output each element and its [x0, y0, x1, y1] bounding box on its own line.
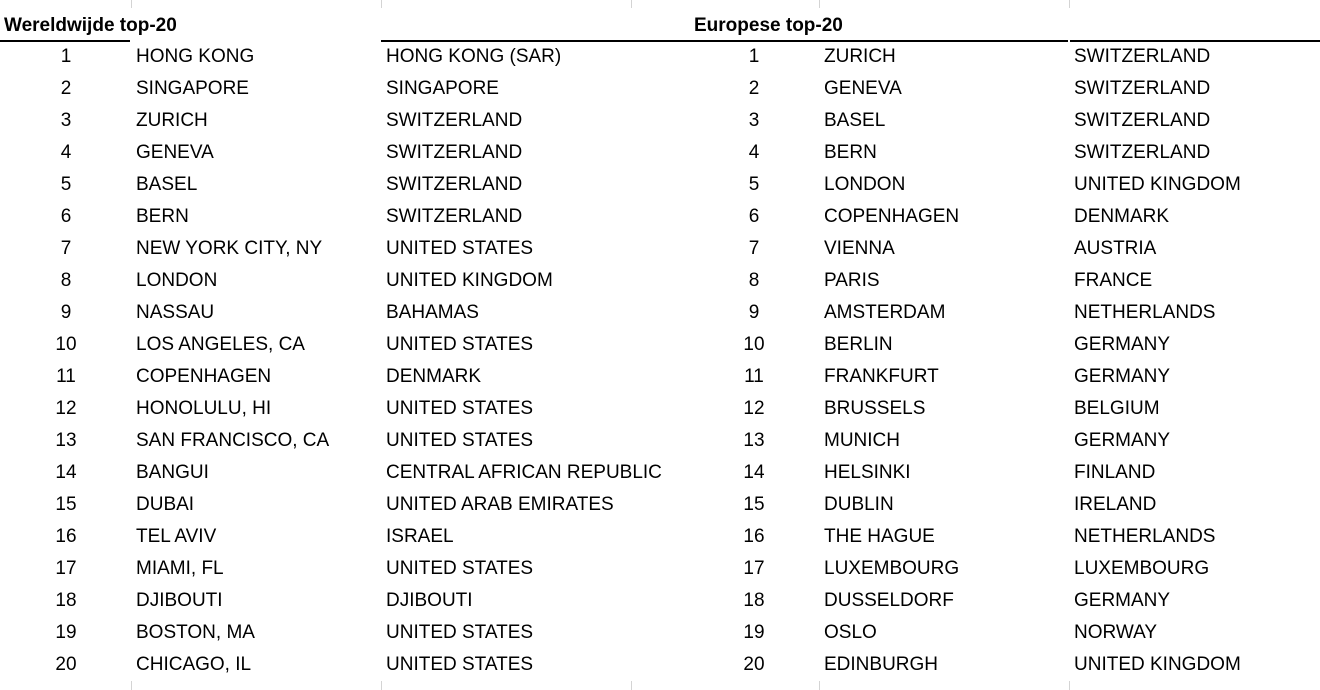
- world-rank-cell: 20: [55, 654, 77, 675]
- europe-table-title: Europese top-20: [694, 15, 843, 36]
- table-row: [0, 169, 1320, 201]
- europe-country-cell: NETHERLANDS: [1074, 526, 1216, 547]
- world-rank-cell: 3: [60, 110, 72, 131]
- europe-rank-cell: 18: [743, 590, 765, 611]
- world-city-cell: DJIBOUTI: [136, 590, 223, 611]
- europe-city-cell: EDINBURGH: [824, 654, 939, 675]
- europe-rank-cell: 9: [748, 302, 760, 323]
- world-city-cell: LONDON: [136, 270, 218, 291]
- gridline: [131, 681, 132, 690]
- world-rank-cell: 7: [60, 238, 72, 259]
- world-rank-cell: 12: [55, 398, 77, 419]
- world-city-cell: GENEVA: [136, 142, 214, 163]
- europe-rank-cell: 13: [743, 430, 765, 451]
- europe-rank-cell: 19: [743, 622, 765, 643]
- europe-country-cell: UNITED KINGDOM: [1074, 654, 1241, 675]
- world-rank-cell: 19: [55, 622, 77, 643]
- gridline: [131, 0, 132, 8]
- table-row: [0, 425, 1320, 457]
- world-city-cell: BASEL: [136, 174, 198, 195]
- europe-city-cell: OSLO: [824, 622, 877, 643]
- header-row: [0, 12, 1320, 40]
- world-city-cell: BERN: [136, 206, 189, 227]
- world-country-cell: SWITZERLAND: [386, 206, 523, 227]
- europe-rank-cell: 16: [743, 526, 765, 547]
- europe-rank-cell: 20: [743, 654, 765, 675]
- gridline: [381, 0, 382, 8]
- table-row: [0, 521, 1320, 553]
- world-city-cell: NEW YORK CITY, NY: [136, 238, 323, 259]
- world-rank-cell: 1: [60, 46, 72, 67]
- world-rank-cell: 17: [55, 558, 77, 579]
- world-rank-cell: 6: [60, 206, 72, 227]
- europe-country-cell: GERMANY: [1074, 334, 1171, 355]
- europe-rank-cell: 5: [748, 174, 760, 195]
- world-rank-cell: 2: [60, 78, 72, 99]
- world-city-cell: MIAMI, FL: [136, 558, 224, 579]
- table-row: [0, 41, 1320, 73]
- europe-city-cell: ZURICH: [824, 46, 896, 67]
- world-rank-cell: 5: [60, 174, 72, 195]
- europe-city-cell: DUBLIN: [824, 494, 894, 515]
- world-country-cell: BAHAMAS: [386, 302, 479, 323]
- world-rank-cell: 18: [55, 590, 77, 611]
- table-row: [0, 489, 1320, 521]
- europe-country-cell: DENMARK: [1074, 206, 1170, 227]
- world-country-cell: DJIBOUTI: [386, 590, 473, 611]
- europe-rank-cell: 8: [748, 270, 760, 291]
- world-country-cell: SWITZERLAND: [386, 110, 523, 131]
- world-country-cell: UNITED STATES: [386, 334, 534, 355]
- world-rank-cell: 4: [60, 142, 72, 163]
- table-row: [0, 73, 1320, 105]
- world-city-cell: CHICAGO, IL: [136, 654, 252, 675]
- gridline: [381, 681, 382, 690]
- europe-city-cell: BERN: [824, 142, 877, 163]
- world-rank-cell: 11: [56, 366, 76, 387]
- europe-city-cell: GENEVA: [824, 78, 902, 99]
- europe-country-cell: GERMANY: [1074, 366, 1171, 387]
- world-rank-cell: 13: [55, 430, 77, 451]
- europe-city-cell: BERLIN: [824, 334, 893, 355]
- world-rank-cell: 10: [55, 334, 77, 355]
- europe-country-cell: NORWAY: [1074, 622, 1158, 643]
- world-country-cell: UNITED STATES: [386, 558, 534, 579]
- ranking-table-body: [0, 41, 1320, 681]
- world-country-cell: UNITED ARAB EMIRATES: [386, 494, 614, 515]
- europe-rank-cell: 1: [748, 46, 760, 67]
- europe-city-cell: BASEL: [824, 110, 886, 131]
- table-row: [0, 297, 1320, 329]
- europe-country-cell: SWITZERLAND: [1074, 78, 1211, 99]
- europe-city-cell: LUXEMBOURG: [824, 558, 960, 579]
- world-country-cell: CENTRAL AFRICAN REPUBLIC: [386, 462, 662, 483]
- gridline: [819, 0, 820, 8]
- europe-city-cell: LONDON: [824, 174, 906, 195]
- table-row: [0, 201, 1320, 233]
- europe-rank-cell: 15: [743, 494, 765, 515]
- world-city-cell: HONG KONG: [136, 46, 255, 67]
- gridline: [1069, 0, 1070, 8]
- world-country-cell: UNITED KINGDOM: [386, 270, 553, 291]
- table-row: [0, 585, 1320, 617]
- europe-city-cell: VIENNA: [824, 238, 895, 259]
- europe-city-cell: AMSTERDAM: [824, 302, 946, 323]
- europe-rank-cell: 10: [743, 334, 765, 355]
- world-city-cell: HONOLULU, HI: [136, 398, 272, 419]
- europe-country-cell: GERMANY: [1074, 590, 1171, 611]
- europe-country-cell: UNITED KINGDOM: [1074, 174, 1241, 195]
- europe-country-cell: SWITZERLAND: [1074, 110, 1211, 131]
- table-row: [0, 329, 1320, 361]
- europe-city-cell: MUNICH: [824, 430, 900, 451]
- world-city-cell: ZURICH: [136, 110, 208, 131]
- table-row: [0, 617, 1320, 649]
- table-row: [0, 457, 1320, 489]
- world-rank-cell: 14: [55, 462, 77, 483]
- world-city-cell: SINGAPORE: [136, 78, 249, 99]
- europe-city-cell: HELSINKI: [824, 462, 911, 483]
- table-row: [0, 649, 1320, 681]
- europe-rank-cell: 12: [743, 398, 765, 419]
- table-row: [0, 137, 1320, 169]
- europe-rank-cell: 17: [743, 558, 765, 579]
- europe-city-cell: COPENHAGEN: [824, 206, 960, 227]
- world-country-cell: SWITZERLAND: [386, 174, 523, 195]
- europe-rank-cell: 14: [743, 462, 765, 483]
- europe-country-cell: SWITZERLAND: [1074, 142, 1211, 163]
- europe-country-cell: SWITZERLAND: [1074, 46, 1211, 67]
- world-country-cell: UNITED STATES: [386, 398, 534, 419]
- europe-city-cell: THE HAGUE: [824, 526, 935, 547]
- table-row: [0, 105, 1320, 137]
- world-city-cell: BOSTON, MA: [136, 622, 255, 643]
- table-row: [0, 233, 1320, 265]
- world-country-cell: ISRAEL: [386, 526, 454, 547]
- europe-country-cell: AUSTRIA: [1074, 238, 1157, 259]
- europe-country-cell: BELGIUM: [1074, 398, 1160, 419]
- world-rank-cell: 8: [60, 270, 72, 291]
- world-city-cell: SAN FRANCISCO, CA: [136, 430, 330, 451]
- world-city-cell: DUBAI: [136, 494, 195, 515]
- world-country-cell: DENMARK: [386, 366, 482, 387]
- world-table-title: Wereldwijde top-20: [4, 15, 177, 36]
- world-country-cell: UNITED STATES: [386, 238, 534, 259]
- europe-city-cell: FRANKFURT: [824, 366, 939, 387]
- europe-country-cell: IRELAND: [1074, 494, 1157, 515]
- world-rank-cell: 15: [55, 494, 77, 515]
- gridline: [631, 681, 632, 690]
- table-row: [0, 393, 1320, 425]
- europe-rank-cell: 4: [748, 142, 760, 163]
- world-city-cell: BANGUI: [136, 462, 209, 483]
- world-country-cell: SINGAPORE: [386, 78, 499, 99]
- europe-rank-cell: 6: [748, 206, 760, 227]
- europe-country-cell: GERMANY: [1074, 430, 1171, 451]
- world-country-cell: UNITED STATES: [386, 622, 534, 643]
- europe-country-cell: FRANCE: [1074, 270, 1153, 291]
- europe-city-cell: PARIS: [824, 270, 880, 291]
- europe-rank-cell: 11: [744, 366, 764, 387]
- table-row: [0, 553, 1320, 585]
- world-country-cell: UNITED STATES: [386, 654, 534, 675]
- world-country-cell: UNITED STATES: [386, 430, 534, 451]
- world-country-cell: SWITZERLAND: [386, 142, 523, 163]
- europe-rank-cell: 3: [748, 110, 760, 131]
- world-country-cell: HONG KONG (SAR): [386, 46, 562, 67]
- europe-rank-cell: 2: [748, 78, 760, 99]
- world-rank-cell: 9: [60, 302, 72, 323]
- europe-country-cell: FINLAND: [1074, 462, 1156, 483]
- gridline: [631, 0, 632, 8]
- europe-city-cell: BRUSSELS: [824, 398, 926, 419]
- europe-city-cell: DUSSELDORF: [824, 590, 954, 611]
- europe-country-cell: NETHERLANDS: [1074, 302, 1216, 323]
- europe-country-cell: LUXEMBOURG: [1074, 558, 1210, 579]
- gridline: [819, 681, 820, 690]
- world-city-cell: LOS ANGELES, CA: [136, 334, 305, 355]
- table-row: [0, 265, 1320, 297]
- europe-rank-cell: 7: [748, 238, 760, 259]
- world-city-cell: NASSAU: [136, 302, 215, 323]
- world-rank-cell: 16: [55, 526, 77, 547]
- gridline: [1069, 681, 1070, 690]
- world-city-cell: COPENHAGEN: [136, 366, 272, 387]
- table-row: [0, 361, 1320, 393]
- world-city-cell: TEL AVIV: [136, 526, 217, 547]
